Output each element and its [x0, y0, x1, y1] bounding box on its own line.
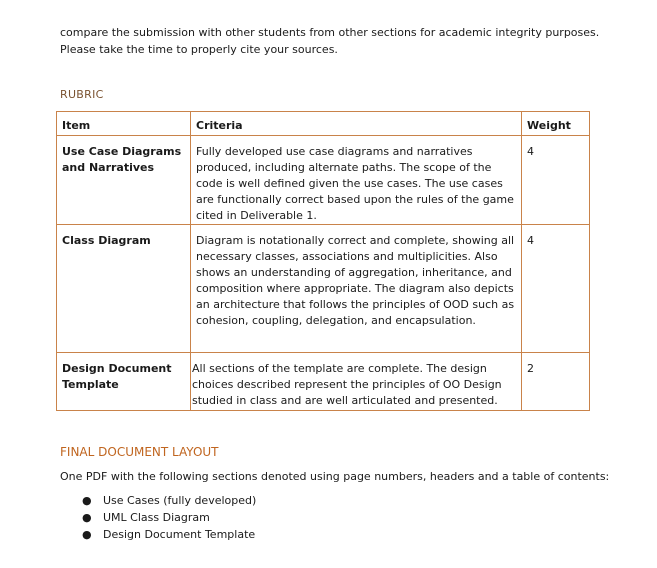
final-layout-heading: FINAL DOCUMENT LAYOUT [60, 445, 219, 459]
header-weight: Weight [522, 112, 590, 136]
intro-paragraph [60, 24, 620, 58]
final-layout-text: One PDF with the following sections denoted using page numbers, headers and a table of contents: [60, 470, 610, 483]
row-weight: 4 [522, 225, 590, 353]
row-weight: 2 [522, 353, 590, 411]
header-criteria: Criteria [191, 112, 522, 136]
list-item [60, 526, 256, 543]
row-item: Class Diagram [57, 225, 191, 353]
bullet-icon: ● [82, 511, 92, 524]
rubric-heading: RUBRIC [60, 88, 104, 101]
table-row [57, 353, 590, 411]
rubric-header-row [57, 112, 590, 136]
intro-line-2: Please take the time to properly cite your sources. [60, 43, 338, 56]
list-item [60, 509, 256, 526]
row-criteria: Fully developed use case diagrams and narratives produced, including alternate paths. The scope of the code is well defined given the use cases. The use cases are functionally correct based upon the rules of the game cited in Deliverable 1. [191, 136, 522, 225]
list-item [60, 492, 256, 509]
row-criteria: Diagram is notationally correct and complete, showing all necessary classes, associations and multiplicities. Also shows an understanding of aggregation, inheritance, and composition where appropriate. The diagram also depicts an architecture that follows the principles of OOD such as cohesion, coupling, delegation, and encapsulation. [191, 225, 522, 353]
list-item-label: UML Class Diagram [103, 511, 210, 524]
row-item: Use Case Diagrams and Narratives [57, 136, 191, 225]
intro-line-1: compare the submission with other students from other sections for academic integrity purposes. [60, 26, 600, 39]
header-item: Item [57, 112, 191, 136]
sections-list [60, 492, 256, 543]
list-item-label: Design Document Template [103, 528, 256, 541]
table-row [57, 225, 590, 353]
row-criteria: All sections of the template are complete. The design choices described represent the principles of OO Design studied in class and are well articulated and presented. [191, 353, 522, 411]
row-item: Design Document Template [57, 353, 191, 411]
table-row [57, 136, 590, 225]
bullet-icon: ● [82, 494, 92, 507]
list-item-label: Use Cases (fully developed) [103, 494, 257, 507]
bullet-icon: ● [82, 528, 92, 541]
row-weight: 4 [522, 136, 590, 225]
rubric-table [56, 111, 590, 411]
